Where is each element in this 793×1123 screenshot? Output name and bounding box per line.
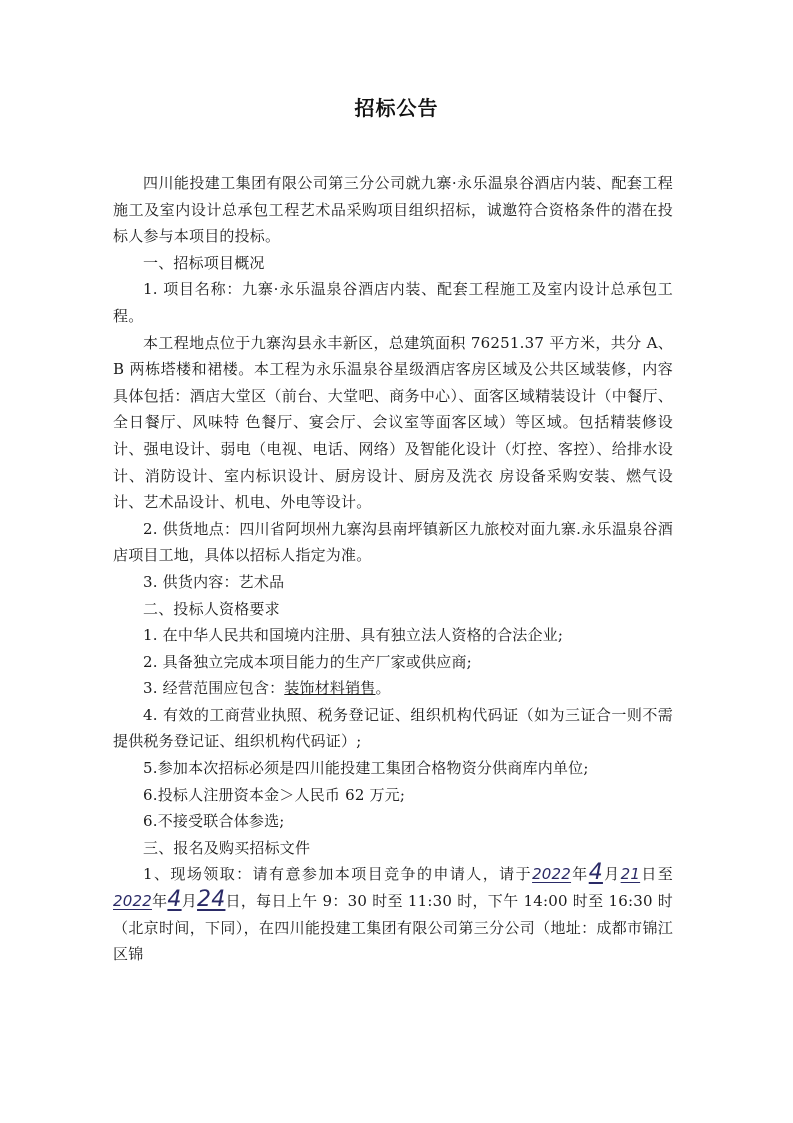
handwritten-month-end: 4 — [167, 887, 182, 913]
section3-heading: 三、报名及购买招标文件 — [143, 838, 311, 857]
document-body — [113, 170, 673, 968]
section2-item6a: 6.投标人注册资本金＞人民币 62 万元; — [143, 785, 406, 804]
section2-item1: 1. 在中华人民共和国境内注册、具有独立法人资格的合法企业; — [143, 626, 564, 645]
handwritten-year-start: 2022 — [532, 865, 572, 884]
section1-item2: 2. 供货地点：四川省阿坝州九寨沟县南坪镇新区九旅校对面九寨.永乐温泉谷酒店项目工地，具体以招标人指定为准。 — [113, 519, 673, 565]
section2-heading: 二、投标人资格要求 — [143, 599, 280, 618]
handwritten-year-end: 2022 — [113, 892, 152, 911]
item3-prefix: 3. 经营范围应包含： — [143, 679, 285, 698]
month-unit-end: 月 — [181, 892, 198, 911]
handwritten-day-end: 24 — [197, 887, 226, 913]
section2-item2: 2. 具备独立完成本项目能力的生产厂家或供应商; — [143, 652, 472, 671]
month-unit-start: 月 — [602, 865, 621, 884]
year-unit-start: 年 — [571, 865, 589, 884]
handwritten-month-start: 4 — [588, 860, 603, 886]
section2-item6b: 6.不接受联合体参选; — [143, 812, 285, 831]
business-scope-value: 装饰材料销售 — [284, 679, 376, 698]
section3-item1 — [113, 861, 673, 967]
section2-item3 — [113, 675, 673, 702]
section1-item1: 1. 项目名称：九寨·永乐温泉谷酒店内装、配套工程施工及室内设计总承包工程。 — [113, 280, 673, 325]
day-unit-start: 日至 — [640, 865, 674, 884]
section1-item3: 3. 供货内容：艺术品 — [143, 572, 285, 591]
section1-description: 本工程地点位于九寨沟县永丰新区，总建筑面积 76251.37 平方米，共分 A、B 两栋塔楼和裙楼。本工程为永乐温泉谷星级酒店客房区域及公共区域装修，内容具体包括：酒店大堂区（前台、大堂吧、商务中心）、面客区域精装设计（中餐厅、全日餐厅、风味特 色餐厅、宴会厅、会议室等面客区域）等区域。包括精装修设计、强电设计、弱电（电视、电话、网络）及智能化设计（灯控、客控）、给排水设计、消防设计、室内标识设计、厨房设计、厨房及洗衣 房设备采购安装、燃气设计、艺术品设计、机电、外电等设计。 — [113, 333, 673, 512]
section2-item5: 5.参加本次招标必须是四川能投建工集团合格物资分供商库内单位; — [143, 759, 589, 778]
year-unit-end: 年 — [151, 892, 168, 911]
section1-heading: 一、招标项目概况 — [143, 253, 265, 272]
page-title: 招标公告 — [354, 96, 439, 120]
intro-paragraph: 四川能投建工集团有限公司第三分公司就九寨·永乐温泉谷酒店内装、配套工程施工及室内设计总承包工程艺术品采购项目组织招标，诚邀符合资格条件的潜在投标人参与本项目的投标。 — [113, 174, 673, 246]
section2-item4: 4. 有效的工商营业执照、税务登记证、组织机构代码证（如为三证合一则不需提供税务登记证、组织机构代码证）; — [113, 705, 673, 751]
handwritten-day-start: 21 — [620, 865, 641, 884]
item1-text-a: 1、现场领取：请有意参加本项目竞争的申请人，请于 — [143, 865, 533, 884]
item1-text-b: 日，每日上午 9：30 时至 11:30 时，下午 14:00 时至 16:30 时（北京时间，下同），在四川能投建工集团有限公司第三分公司（地址：成都市锦江区锦 — [113, 892, 674, 964]
item3-suffix: 。 — [375, 679, 391, 698]
